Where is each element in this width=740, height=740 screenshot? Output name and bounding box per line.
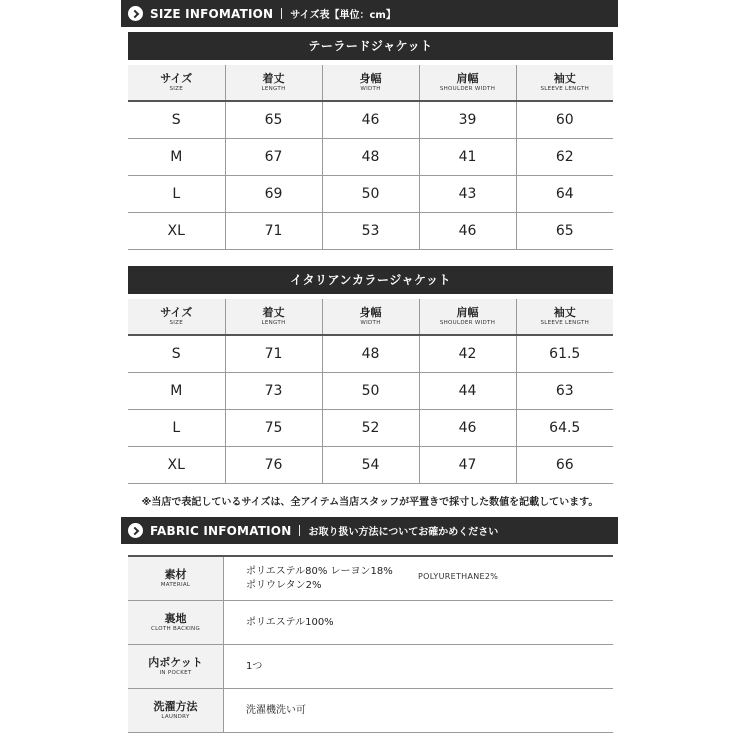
- table-cell: L: [128, 176, 225, 213]
- fabric-label: 洗濯方法 LAUNDRY: [128, 689, 224, 733]
- table-row: [128, 373, 613, 410]
- section-title: SIZE INFOMATION: [150, 6, 274, 21]
- table-cell: 71: [225, 213, 322, 250]
- fabric-label: 裏地 CLOTH BACKING: [128, 601, 224, 645]
- table-row: [128, 645, 613, 689]
- table-cell: 46: [322, 101, 419, 139]
- table-cell: 52: [322, 410, 419, 447]
- header-cell: 着丈 LENGTH: [225, 65, 322, 101]
- chevron-right-icon: [128, 523, 143, 538]
- table-cell: 71: [225, 335, 322, 373]
- table-title: テーラードジャケット: [128, 32, 613, 60]
- fabric-label: 内ポケット IN POCKET: [128, 645, 224, 689]
- table-cell: 60: [516, 101, 613, 139]
- header-cell: 身幅 WIDTH: [322, 299, 419, 335]
- fabric-extra-text: POLYURETHANE2%: [418, 572, 499, 581]
- table-cell: 47: [419, 447, 516, 484]
- table-cell: 64.5: [516, 410, 613, 447]
- table-row: [128, 101, 613, 139]
- size-table-italian-collar: [128, 299, 613, 484]
- table-row: [128, 410, 613, 447]
- table-cell: S: [128, 101, 225, 139]
- table-cell: 67: [225, 139, 322, 176]
- table-row: [128, 447, 613, 484]
- table-cell: 65: [225, 101, 322, 139]
- section-title: FABRIC INFOMATION: [150, 523, 292, 538]
- header-cell: 袖丈 SLEEVE LENGTH: [516, 299, 613, 335]
- table-header-row: [128, 299, 613, 335]
- table-row: [128, 176, 613, 213]
- divider: [281, 8, 282, 19]
- table-row: [128, 213, 613, 250]
- table-cell: 48: [322, 139, 419, 176]
- table-cell: 50: [322, 373, 419, 410]
- table-row: [128, 139, 613, 176]
- table-cell: 50: [322, 176, 419, 213]
- table-cell: 61.5: [516, 335, 613, 373]
- fabric-info-section-header: [121, 517, 618, 544]
- table-cell: 44: [419, 373, 516, 410]
- header-cell: 肩幅 SHOULDER WIDTH: [419, 65, 516, 101]
- table-cell: XL: [128, 447, 225, 484]
- fabric-label: 素材 MATERIAL: [128, 557, 224, 601]
- table-header-row: [128, 65, 613, 101]
- table-cell: XL: [128, 213, 225, 250]
- table-cell: S: [128, 335, 225, 373]
- table-cell: 54: [322, 447, 419, 484]
- size-info-section-header: [121, 0, 618, 27]
- table-title: イタリアンカラージャケット: [128, 266, 613, 294]
- table-row: [128, 689, 613, 733]
- table-cell: 53: [322, 213, 419, 250]
- table-cell: 39: [419, 101, 516, 139]
- table-cell: 46: [419, 410, 516, 447]
- fabric-value: ポリエステル100%: [224, 601, 614, 645]
- table-cell: 75: [225, 410, 322, 447]
- fabric-value: 洗濯機洗い可: [224, 689, 614, 733]
- fabric-value: ポリエステル80% レーヨン18% ポリウレタン2% POLYURETHANE2%: [224, 557, 614, 601]
- header-cell: 袖丈 SLEEVE LENGTH: [516, 65, 613, 101]
- header-cell: 肩幅 SHOULDER WIDTH: [419, 299, 516, 335]
- fabric-value: 1つ: [224, 645, 614, 689]
- section-subtitle: サイズ表【単位：cm】: [290, 10, 396, 21]
- section-subtitle: お取り扱い方法についてお確かめください: [308, 527, 499, 538]
- table-row: [128, 335, 613, 373]
- table-cell: 42: [419, 335, 516, 373]
- table-cell: 64: [516, 176, 613, 213]
- table-cell: 76: [225, 447, 322, 484]
- table-cell: M: [128, 139, 225, 176]
- table-cell: 62: [516, 139, 613, 176]
- table-cell: M: [128, 373, 225, 410]
- divider: [299, 525, 300, 536]
- table-cell: 43: [419, 176, 516, 213]
- chevron-right-icon: [128, 6, 143, 21]
- header-cell: 身幅 WIDTH: [322, 65, 419, 101]
- header-cell: サイズ SIZE: [128, 299, 225, 335]
- header-cell: 着丈 LENGTH: [225, 299, 322, 335]
- table-cell: 46: [419, 213, 516, 250]
- table-cell: 66: [516, 447, 613, 484]
- table-cell: L: [128, 410, 225, 447]
- table-cell: 69: [225, 176, 322, 213]
- table-cell: 73: [225, 373, 322, 410]
- size-table-tailored: [128, 65, 613, 250]
- header-cell: サイズ SIZE: [128, 65, 225, 101]
- table-cell: 63: [516, 373, 613, 410]
- table-cell: 65: [516, 213, 613, 250]
- table-row: [128, 601, 613, 645]
- fabric-table: [128, 557, 613, 733]
- measurement-note: ※当店で表記しているサイズは、全アイテム当店スタッフが平置きで採寸した数値を記載しています。: [141, 497, 599, 508]
- table-cell: 48: [322, 335, 419, 373]
- table-row: [128, 557, 613, 601]
- table-cell: 41: [419, 139, 516, 176]
